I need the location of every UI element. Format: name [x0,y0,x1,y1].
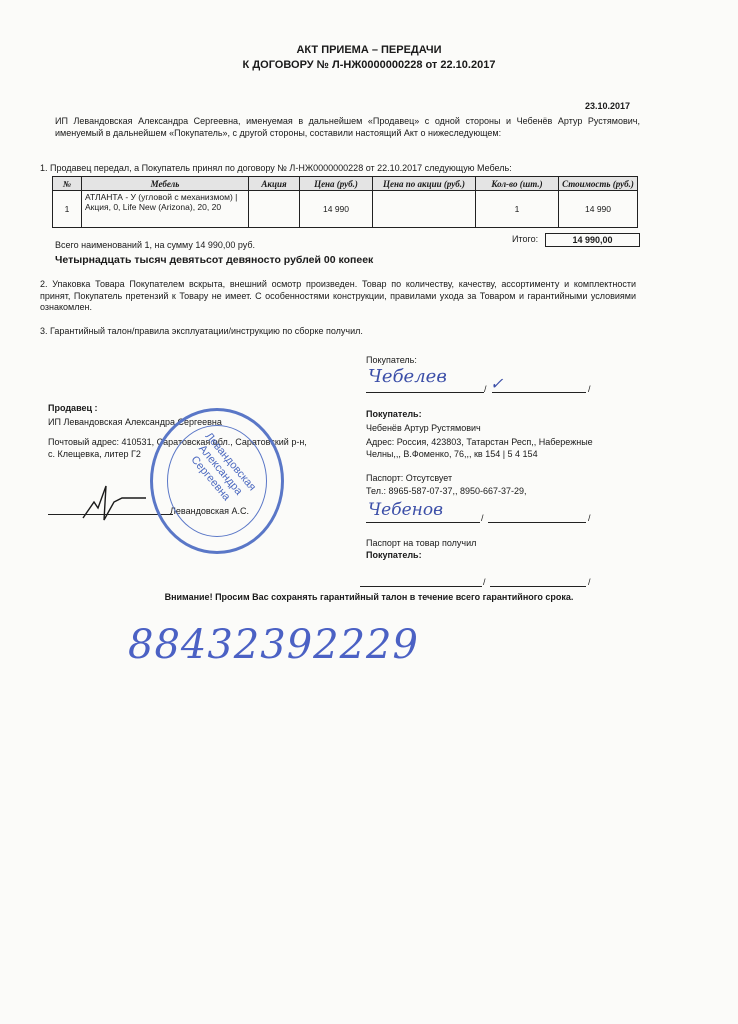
seller-heading: Продавец : [48,403,98,413]
col-header-promo-price: Цена по акции (руб.) [373,177,476,191]
seller-stamp [150,408,284,554]
buyer-bottom-label: Покупатель: [366,550,422,560]
passport-received: Паспорт на товар получил [366,538,477,548]
cell-cost: 14 990 [559,191,638,228]
slash: / [588,384,591,394]
buyer-sign-line-2 [488,522,586,523]
document-date: 23.10.2017 [585,101,631,111]
document-title-line2: К ДОГОВОРУ № Л-НЖ0000000228 от 22.10.2017 [242,59,496,71]
warning-text: Внимание! Просим Вас сохранять гарантийный талон в течение всего гарантийного срока. [164,592,574,602]
col-header-num: № [53,177,82,191]
cell-price: 14 990 [300,191,373,228]
slash: / [588,577,591,587]
clause-2: 2. Упаковка Товара Покупателем вскрыта, внешний осмотр произведен. Товар по количеству, качеству, ассортименту и комплектности принят, Покупатель претензий к Товару не имеет. С особенностями конструкции, правилами ухода за Товаром и гарантийными условиями ознакомлен. [40,279,636,312]
slash: / [481,513,484,523]
buyer-heading: Покупатель: [366,409,422,419]
col-header-furniture: Мебель [82,177,249,191]
cell-action [249,191,300,228]
total-label: Итого: [512,234,539,244]
clause-3: 3. Гарантийный талон/правила эксплуатации/инструкцию по сборке получил. [40,326,363,336]
seller-name: ИП Левандовская Александра Сергеевна [48,417,222,427]
items-table [52,176,638,228]
stamp-text: Левандовская Александра Сергеевна [188,430,259,504]
total-value: 14 990,00 [545,233,640,247]
buyer-bottom-sign-line [360,586,482,587]
buyer-top-sign-line [366,392,484,393]
col-header-qty: Кол-во (шт.) [476,177,559,191]
cell-num: 1 [53,191,82,228]
intro-paragraph: ИП Левандовская Александра Сергеевна, именуемая в дальнейшем «Продавец» с одной стороны и Чебенёв Артур Рустямович, именуемый в дальнейшем «Покупатель», с другой стороны, составили настоящий Акт о нижеследующем: [55,116,640,138]
cell-furniture: АТЛАНТА - У (угловой с механизмом) | Акция, 0, Life New (Arizona), 20, 20 [82,191,249,228]
buyer-sign-line [366,522,480,523]
table-row [53,191,638,228]
cell-qty: 1 [476,191,559,228]
table-header-row [53,177,638,191]
buyer-passport: Паспорт: Отсутсвует [366,473,453,483]
buyer-signature: Чебенов [368,500,443,520]
clause-1: 1. Продавец передал, а Покупатель принял по договору № Л-НЖ0000000228 от 22.10.2017 следующую Мебель: [40,163,512,173]
slash: / [588,513,591,523]
cell-promo-price [373,191,476,228]
seller-signature-icon [78,478,148,528]
amount-in-words: Четырнадцать тысяч девятьсот девяносто рублей 00 копеек [55,254,374,266]
col-header-action: Акция [249,177,300,191]
buyer-bottom-sign-line-2 [490,586,586,587]
buyer-top-sign-line-2 [492,392,586,393]
col-header-price: Цена (руб.) [300,177,373,191]
seller-address: Почтовый адрес: 410531, Саратовская обл., Саратовский р-н, с. Клещевка, литер Г2 [48,437,307,459]
seller-sign-line [48,514,173,515]
summary-line: Всего наименований 1, на сумму 14 990,00 руб. [55,240,256,250]
handwritten-number: 88432392229 [128,622,419,668]
seller-sign-name: Левандовская А.С. [170,506,250,516]
col-header-cost: Стоимость (руб.) [559,177,638,191]
buyer-top-label: Покупатель: [366,355,417,365]
buyer-top-signature: Чебелев [368,366,447,387]
checkmark-icon: ✓ [490,374,504,393]
slash: / [484,384,487,394]
buyer-phone: Тел.: 8965-587-07-37,, 8950-667-37-29, [366,486,527,496]
buyer-name: Чебенёв Артур Рустямович [366,423,481,433]
document-title-line1: АКТ ПРИЕМА – ПЕРЕДАЧИ [296,44,442,56]
slash: / [483,577,486,587]
buyer-address: Адрес: Россия, 423803, Татарстан Респ,, Набережные Челны,,, В.Фоменко, 76,,, кв 154 | 5 4 154 [366,437,593,459]
